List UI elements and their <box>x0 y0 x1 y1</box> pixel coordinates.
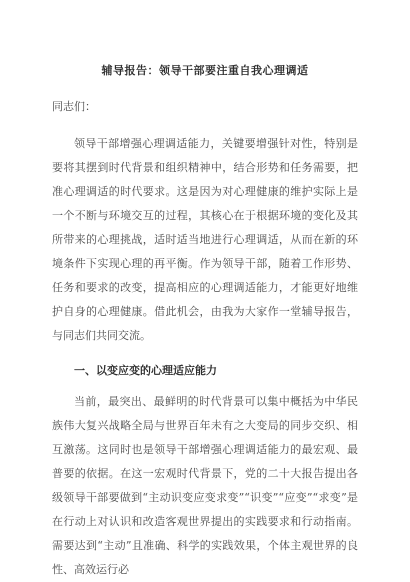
greeting: 同志们： <box>52 100 96 113</box>
document-title: 辅导报告：领导干部要注重自我心理调适 <box>101 64 309 77</box>
section-paragraph: 当前，最突出、最鲜明的时代背景可以集中概括为中华民族伟大复兴战略全局与世界百年未有之大变局的同步交织、相互激荡。这同时也是领导干部增强心理调适能力的最宏观、最普要的依据。在这一宏观时代背景下，党的二十大报告提出各级领导干部要做到“主动识变应变求变”“识变”“应变”“求变”是在行动上对认识和改造客观世界提出的实践要求和行动指南。需要达到“主动”且准确、科学的实践效果，个体主观世界的良性、高效运行必 <box>52 395 358 576</box>
intro-paragraph: 领导干部增强心理调适能力，关键要增强针对性，特别是要将其摆到时代背景和组织精神中，结合形势和任务需要，把准心理调适的时代要求。这是因为对心理健康的维护实际上是一个不断与环境交互的过程，其核心在于根据环境的变化及其所带来的心理挑战，适时适当地进行心理调适，从而在新的环境条件下实现心理的再平衡。作为领导干部，随着工作形势、任务和要求的改变，提高相应的心理调适能力，才能更好地维护自身的心理健康。借此机会，由我为大家作一堂辅导报告，与同志们共同交流。 <box>52 137 358 342</box>
section-heading: 一、以变应变的心理适应能力 <box>74 364 217 377</box>
